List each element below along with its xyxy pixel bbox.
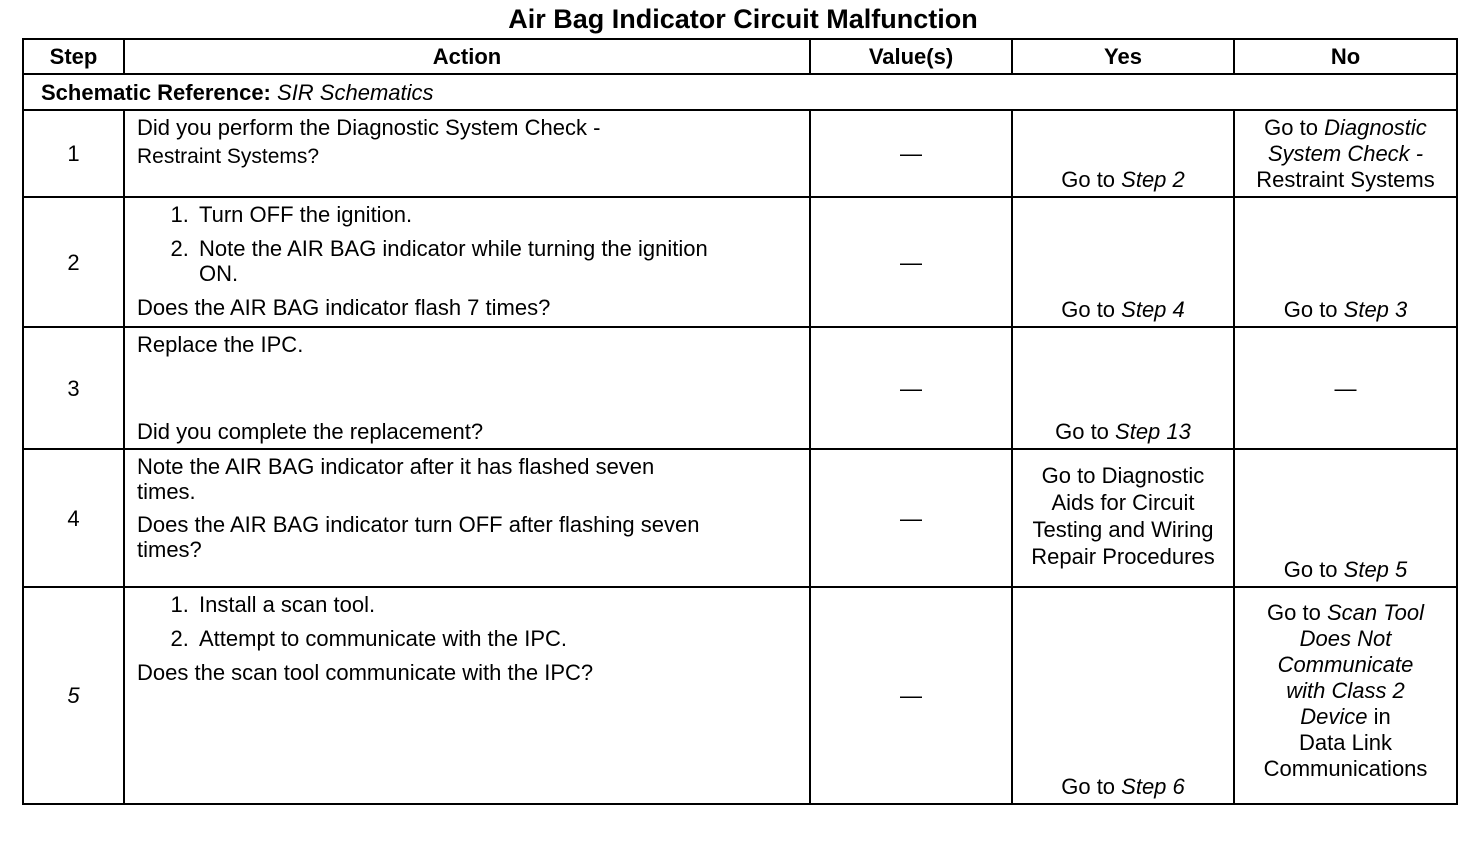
action-cell [124,327,810,449]
no-cell[interactable] [1234,197,1457,327]
action-text: Did you perform the Diagnostic System Check - [137,115,601,140]
table-row [23,110,1457,197]
schematic-reference [23,74,1457,110]
yes-link[interactable]: Step 6 [1121,774,1185,799]
action-steps [137,202,809,286]
action-text: Restraint Systems? [137,145,320,168]
action-cell [124,587,810,804]
action-text: Note the AIR BAG indicator after it has flashed seven times. [137,454,655,504]
action-step: 1. Install a scan tool. [195,592,809,617]
yes-link[interactable]: Step 4 [1121,297,1185,322]
yes-link[interactable]: Step 2 [1121,167,1185,192]
step-number: 4 [23,449,124,587]
action-step: 2. Note the AIR BAG indicator while turning the ignition ON. [195,236,719,286]
yes-prefix: Go to [1061,774,1122,799]
yes-text: Go to Diagnostic [1041,463,1205,488]
no-prefix: Go to [1267,600,1327,625]
no-cell[interactable] [1234,449,1457,587]
no-link[interactable]: Step 5 [1343,557,1408,582]
no-text: Data Link [1299,730,1392,755]
no-prefix: Go to [1264,115,1325,140]
table-row [23,197,1457,327]
no-link[interactable]: with Class 2 [1286,678,1405,703]
action-step: 2. Attempt to communicate with the IPC. [195,626,809,651]
yes-prefix: Go to [1061,297,1122,322]
schematic-link[interactable]: SIR Schematics [277,79,434,105]
step-number: 3 [23,327,124,449]
header-yes: Yes [1012,39,1234,74]
value-cell: — [810,327,1012,449]
no-link[interactable]: Does Not [1299,626,1392,651]
header-values: Value(s) [810,39,1012,74]
yes-cell[interactable] [1012,327,1234,449]
no-cell[interactable] [1234,110,1457,197]
table-row [23,587,1457,804]
action-cell [124,197,810,327]
no-cell[interactable] [1234,587,1457,804]
no-prefix: Go to [1283,297,1344,322]
no-cell: — [1234,327,1457,449]
no-text: in [1367,704,1391,729]
header-no: No [1234,39,1457,74]
yes-text: Aids for Circuit [1051,490,1195,515]
action-step: 1. Turn OFF the ignition. [195,202,809,227]
value-cell: — [810,449,1012,587]
table-row [23,449,1457,587]
schematic-label: Schematic Reference: [41,79,271,105]
page-title: Air Bag Indicator Circuit Malfunction [508,4,978,34]
action-steps [137,592,809,651]
table-row [23,327,1457,449]
no-suffix: Restraint Systems [1256,167,1435,192]
diagnostic-table [22,38,1458,805]
no-prefix: Go to [1283,557,1344,582]
value-cell: — [810,110,1012,197]
step-number: 2 [23,197,124,327]
no-link[interactable]: Device [1300,704,1368,729]
step-number [23,587,124,804]
yes-text: Testing and Wiring [1032,517,1214,542]
no-link[interactable]: System Check - [1267,141,1424,166]
yes-link[interactable]: Step 13 [1115,419,1191,444]
no-link[interactable]: Communicate [1277,652,1414,677]
action-question: Did you complete the replacement? [137,419,484,444]
header-step: Step [23,39,124,74]
yes-text: Repair Procedures [1031,544,1215,569]
value-cell: — [810,197,1012,327]
no-link[interactable]: Step 3 [1343,297,1408,322]
step-number: 1 [23,110,124,197]
no-text: Communications [1263,756,1428,781]
header-row [23,39,1457,74]
yes-cell[interactable] [1012,197,1234,327]
action-cell [124,449,810,587]
action-cell [124,110,810,197]
no-link[interactable]: Scan Tool [1326,600,1424,625]
yes-cell[interactable] [1012,449,1234,587]
step-number-text: 5 [67,683,80,708]
action-question: Does the scan tool communicate with the IPC? [137,660,594,685]
schematic-row [23,74,1457,110]
header-action: Action [124,39,810,74]
action-question: Does the AIR BAG indicator flash 7 times? [137,295,551,320]
action-question: Does the AIR BAG indicator turn OFF after flashing seven times? [137,512,700,562]
value-cell: — [810,587,1012,804]
yes-prefix: Go to [1055,419,1116,444]
yes-cell[interactable] [1012,587,1234,804]
yes-prefix: Go to [1061,167,1122,192]
yes-cell[interactable] [1012,110,1234,197]
no-link[interactable]: Diagnostic [1324,115,1427,140]
action-text: Replace the IPC. [137,332,304,357]
